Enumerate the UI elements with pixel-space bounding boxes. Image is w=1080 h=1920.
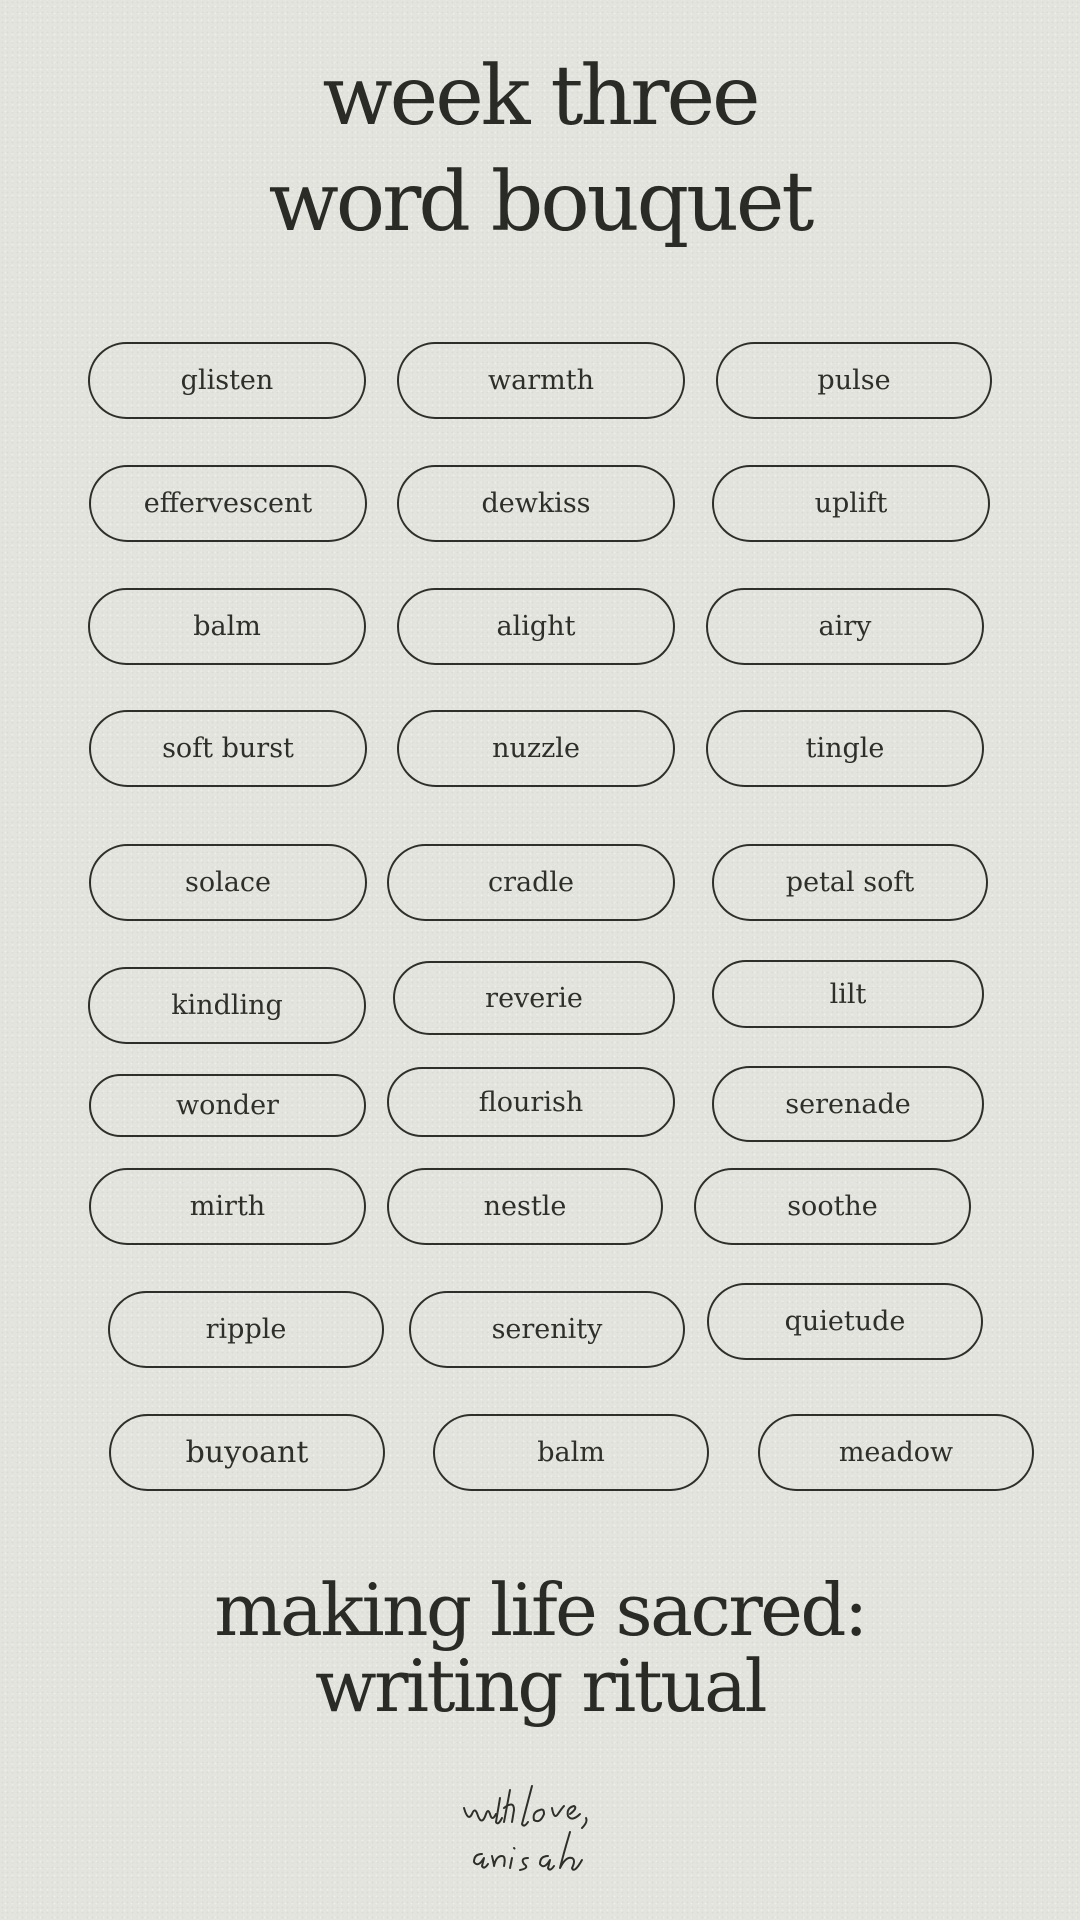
word-pill-cradle[interactable]: cradle: [387, 844, 675, 921]
footer-line-2: writing ritual: [314, 1644, 766, 1728]
word-pill-mirth[interactable]: mirth: [89, 1168, 366, 1245]
word-pill-effervescent[interactable]: effervescent: [89, 465, 367, 542]
word-pill-quietude[interactable]: quietude: [707, 1283, 983, 1360]
word-pill-reverie[interactable]: reverie: [393, 961, 675, 1035]
word-pill-pulse[interactable]: pulse: [716, 342, 992, 419]
word-pill-glisten[interactable]: glisten: [88, 342, 366, 419]
word-pill-serenity[interactable]: serenity: [409, 1291, 685, 1368]
word-pill-buyoant[interactable]: buyoant: [109, 1414, 385, 1491]
word-pill-soothe[interactable]: soothe: [694, 1168, 971, 1245]
word-pill-petal-soft[interactable]: petal soft: [712, 844, 988, 921]
handwritten-signature: [420, 1778, 660, 1888]
word-pill-kindling[interactable]: kindling: [88, 967, 366, 1044]
word-pill-balm[interactable]: balm: [88, 588, 366, 665]
word-pill-meadow[interactable]: meadow: [758, 1414, 1034, 1491]
word-pill-soft-burst[interactable]: soft burst: [89, 710, 367, 787]
word-pill-serenade[interactable]: serenade: [712, 1066, 984, 1142]
word-pill-warmth[interactable]: warmth: [397, 342, 685, 419]
signature: [420, 1778, 660, 1888]
word-pill-alight[interactable]: alight: [397, 588, 675, 665]
title-line-1: week three: [322, 49, 758, 144]
footer-line-1: making life sacred:: [214, 1568, 866, 1652]
word-pill-uplift[interactable]: uplift: [712, 465, 990, 542]
footer-title: [0, 1568, 1080, 1728]
word-pill-tingle[interactable]: tingle: [706, 710, 984, 787]
word-pill-ripple[interactable]: ripple: [108, 1291, 384, 1368]
word-pill-nuzzle[interactable]: nuzzle: [397, 710, 675, 787]
word-pill-lilt[interactable]: lilt: [712, 960, 984, 1028]
word-pill-dewkiss[interactable]: dewkiss: [397, 465, 675, 542]
word-pill-wonder[interactable]: wonder: [89, 1074, 366, 1137]
word-pill-airy[interactable]: airy: [706, 588, 984, 665]
word-pill-balm-2[interactable]: balm: [433, 1414, 709, 1491]
page-title: [0, 44, 1080, 256]
word-pill-nestle[interactable]: nestle: [387, 1168, 663, 1245]
title-line-2: word bouquet: [268, 155, 812, 250]
word-pill-flourish[interactable]: flourish: [387, 1067, 675, 1137]
word-pill-solace[interactable]: solace: [89, 844, 367, 921]
